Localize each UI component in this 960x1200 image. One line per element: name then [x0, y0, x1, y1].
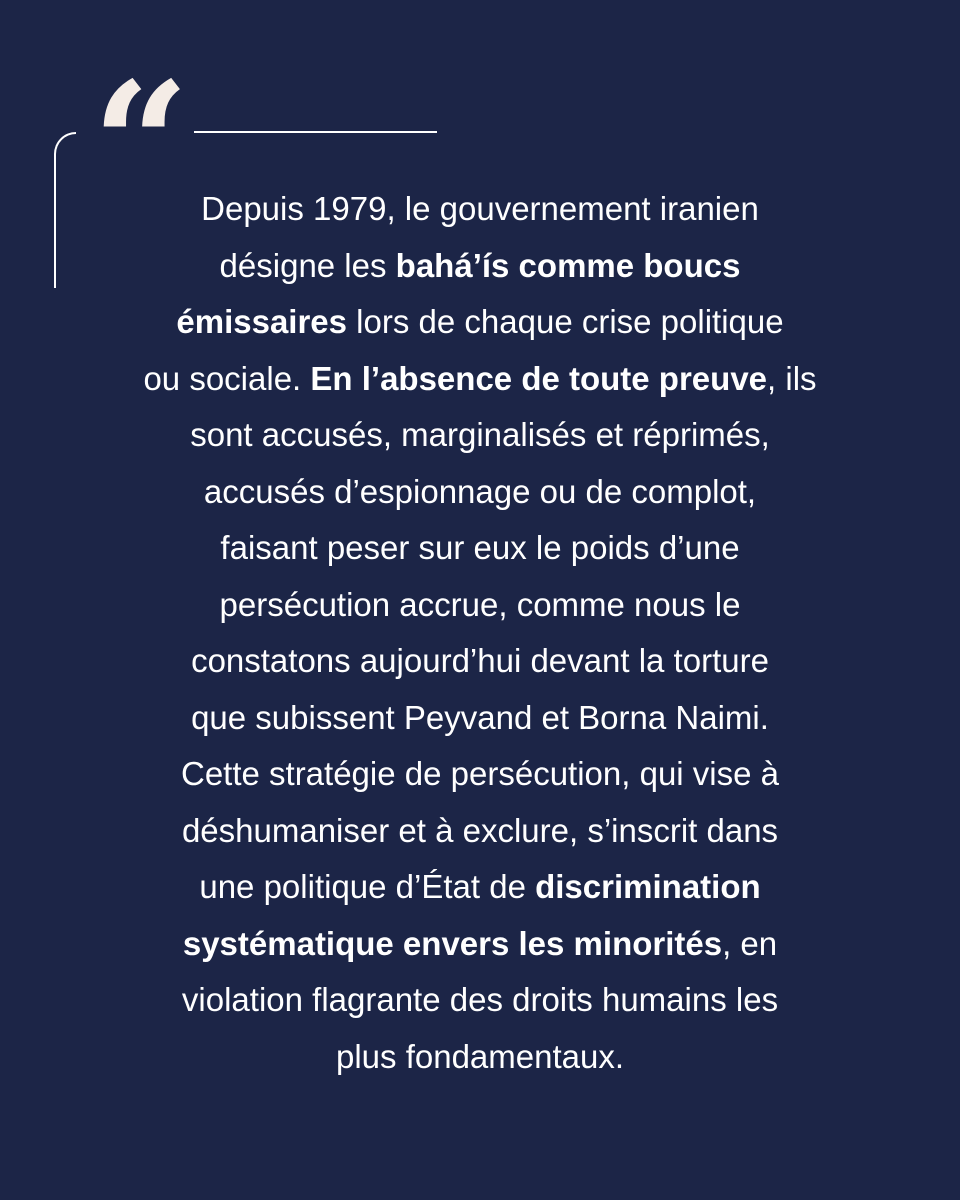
quote-line [60, 690, 900, 747]
quote-segment: faisant peser sur eux le poids d’une [220, 529, 740, 566]
quote-segment: constatons aujourd’hui devant la torture [191, 642, 769, 679]
quote-line [60, 520, 900, 577]
quote-text [60, 181, 900, 1085]
quote-line [60, 238, 900, 295]
quote-segment: lors de chaque crise politique [347, 303, 784, 340]
quote-segment: persécution accrue, comme nous le [219, 585, 741, 623]
quote-line [60, 407, 900, 464]
quote-segment: Depuis 1979, le gouvernement iranien [201, 190, 759, 227]
quote-segment: , ils [767, 359, 817, 397]
quote-line [60, 577, 900, 634]
quote-segment: désigne les [219, 246, 396, 284]
quote-segment: sont accusés, marginalisés et réprimés, [190, 416, 770, 453]
quote-line [60, 859, 900, 916]
quote-segment: que subissent Peyvand et Borna Naimi. [191, 698, 769, 736]
quote-line [60, 294, 900, 351]
quote-segment: Cette stratégie de persécution, qui vise à [180, 755, 779, 792]
quote-emphasis: discrimination [535, 868, 761, 905]
quote-emphasis: émissaires [176, 303, 348, 340]
quote-line [60, 916, 900, 973]
quote-segment: accusés d’espionnage ou de complot, [203, 472, 757, 510]
quote-emphasis: systématique envers les minorités [182, 924, 723, 962]
quotation-mark-icon: “ [92, 45, 184, 245]
quote-line [60, 464, 900, 521]
quote-segment: ou sociale. [143, 359, 311, 397]
quote-line [60, 351, 900, 408]
quote-segment: déshumaniser et à exclure, s’inscrit dans [181, 811, 779, 849]
quote-divider-line [194, 131, 437, 133]
quote-segment: une politique d’État de [199, 868, 536, 905]
quote-line [60, 803, 900, 860]
quote-line [60, 746, 900, 803]
quote-emphasis: bahá’ís comme boucs [395, 246, 741, 284]
quote-segment: , en [722, 924, 778, 962]
quote-emphasis: En l’absence de toute preuve [310, 359, 768, 397]
quote-segment: violation flagrante des droits humains les [181, 981, 779, 1018]
quote-line [60, 972, 900, 1029]
quote-line [60, 1029, 900, 1086]
quote-segment: plus fondamentaux. [335, 1037, 625, 1075]
quote-line [60, 181, 900, 238]
quote-line [60, 633, 900, 690]
